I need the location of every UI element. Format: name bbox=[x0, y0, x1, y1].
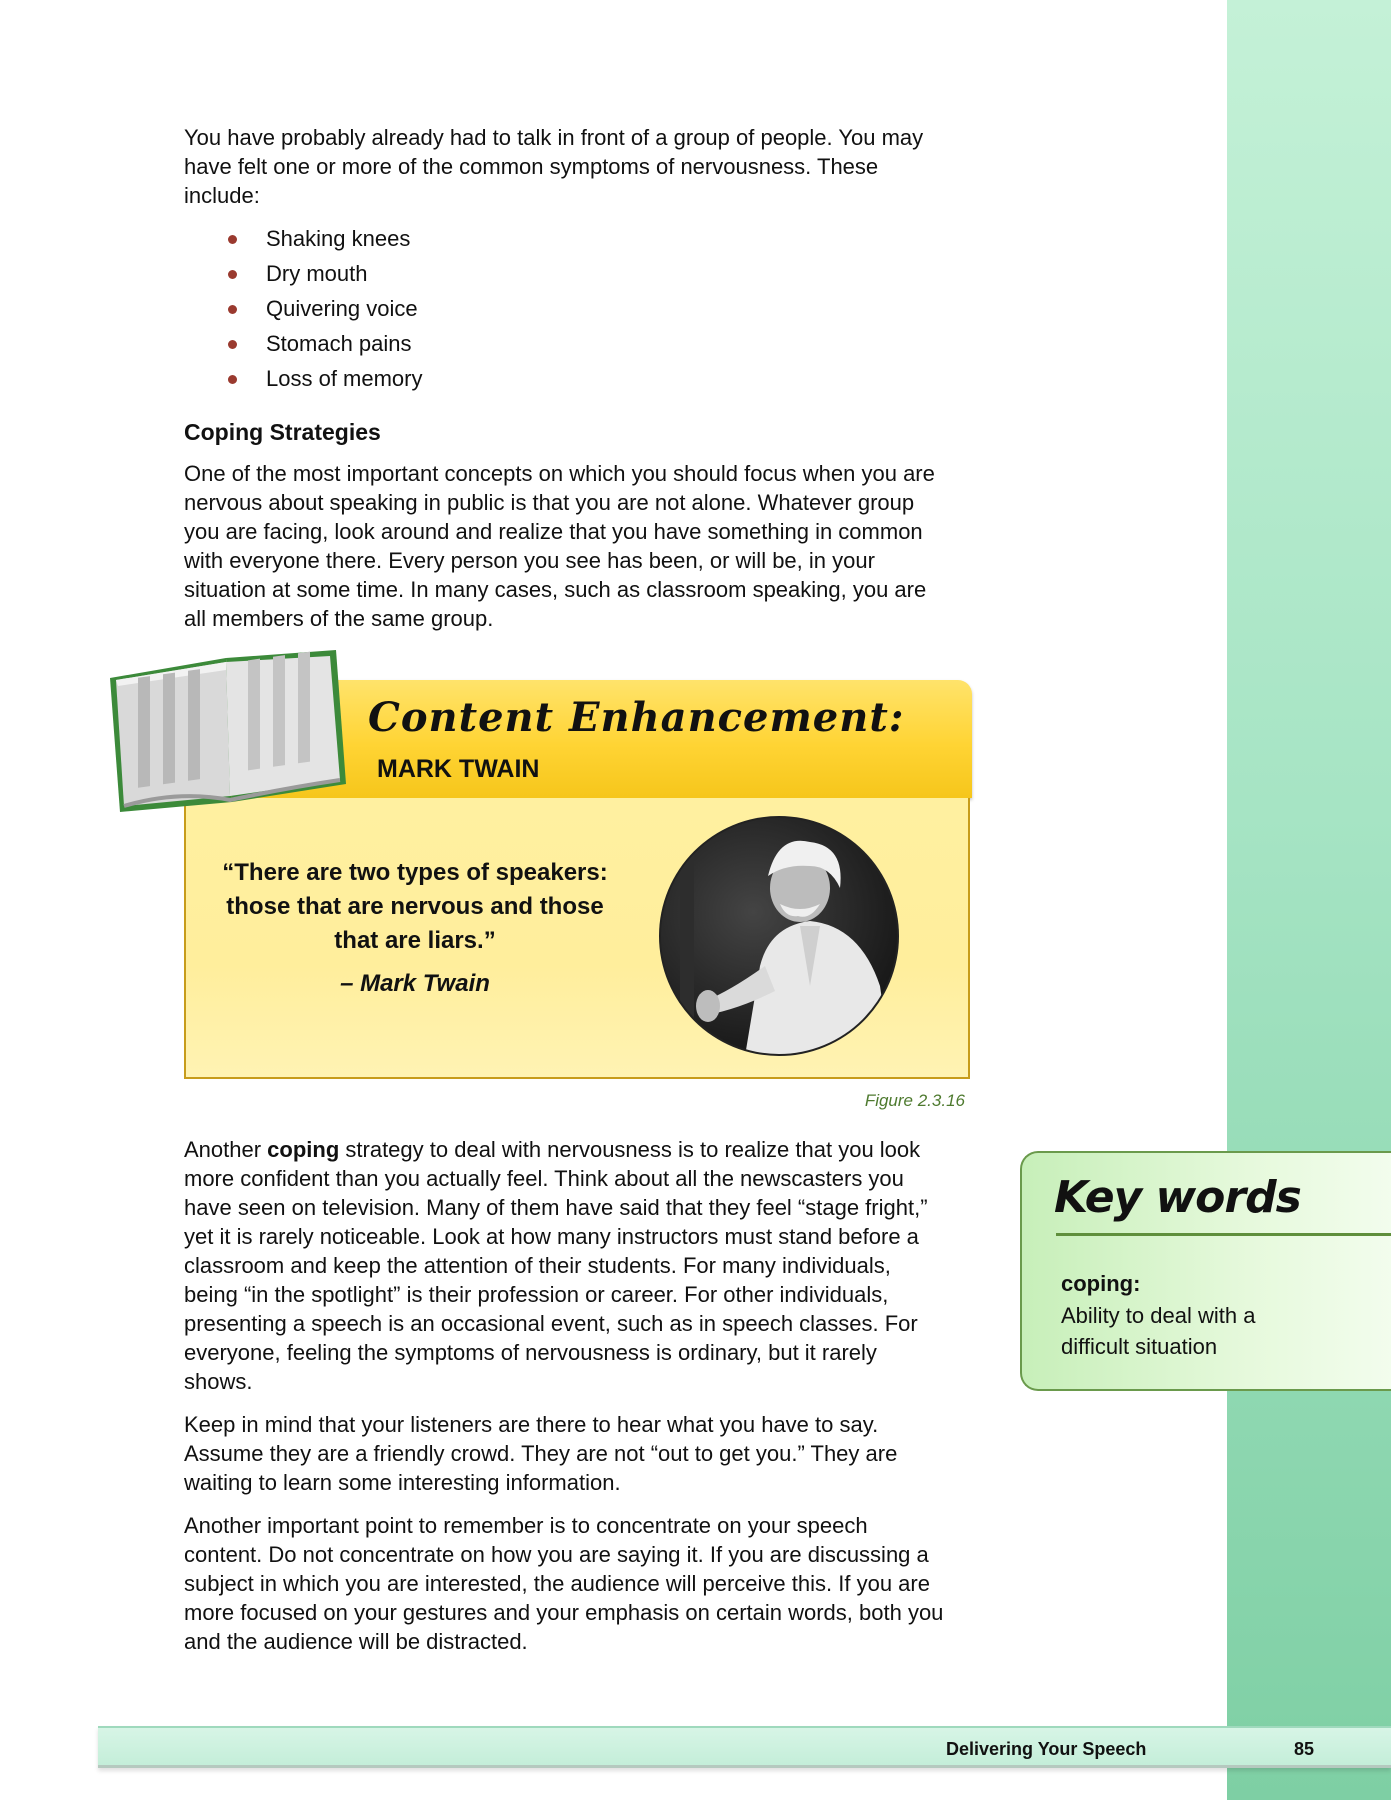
list-item bbox=[224, 329, 423, 364]
content-enhancement-title: Content Enhancement: bbox=[368, 694, 905, 741]
footer-chapter-title: Delivering Your Speech bbox=[946, 1739, 1147, 1759]
key-words-divider bbox=[1056, 1233, 1391, 1236]
list-item bbox=[224, 259, 423, 294]
keyword-coping: coping bbox=[267, 1137, 340, 1162]
content-enhancement-subtitle: MARK TWAIN bbox=[377, 755, 540, 783]
listeners-paragraph: Keep in mind that your listeners are there to hear what you have to say. Assume they are a friendly crowd. They are not “out to get you.” They are waiting to learn some interesting information. bbox=[184, 1412, 898, 1495]
bullet-icon bbox=[228, 270, 237, 279]
open-book-icon bbox=[108, 650, 354, 812]
figure-caption: Figure 2.3.16 bbox=[864, 1091, 965, 1110]
bullet-icon bbox=[228, 305, 237, 314]
symptom-list bbox=[224, 224, 423, 399]
bullet-icon bbox=[228, 375, 237, 384]
list-item bbox=[224, 364, 423, 399]
list-item bbox=[224, 294, 423, 329]
another-coping-paragraph: Another coping strategy to deal with nervousness is to realize that you look more confident than you actually feel. Think about all the newscasters you have seen on television. Many of them have said that they feel “stage fright,” yet it is rarely noticeable. Look at how many instructors must stand before a classroom and keep the attention of their students. For many individuals, being “in the spotlight” is their profession or career. For other individuals, presenting a speech is an occasional event, such as in speech classes. For everyone, feeling the symptoms of nervousness is ordinary, but it rarely shows. bbox=[184, 1137, 928, 1394]
list-item bbox=[224, 224, 423, 259]
quote-text: “There are two types of speakers: those that are nervous and those that are liars.” bbox=[222, 859, 608, 954]
key-words-title: Key words bbox=[1054, 1172, 1301, 1223]
key-word-definition: Ability to deal with a difficult situation bbox=[1061, 1303, 1256, 1359]
list-item-text: Quivering voice bbox=[266, 296, 418, 321]
list-item-text: Stomach pains bbox=[266, 331, 412, 356]
intro-paragraph: You have probably already had to talk in front of a group of people. You may have felt one or more of the common symptoms of nervousness. These include: bbox=[184, 125, 924, 208]
content-paragraph: Another important point to remember is to concentrate on your speech content. Do not concentrate on how you are saying it. If you are discussing a subject in which you are interested, the audience will perceive this. If you are more focused on your gestures and your emphasis on certain words, both you and the audience will be distracted. bbox=[184, 1513, 944, 1654]
bullet-icon bbox=[228, 340, 237, 349]
mark-twain-portrait bbox=[650, 816, 908, 1056]
key-word-term: coping: bbox=[1061, 1271, 1141, 1296]
bullet-icon bbox=[228, 235, 237, 244]
list-item-text: Dry mouth bbox=[266, 261, 368, 286]
coping-paragraph: One of the most important concepts on which you should focus when you are nervous about speaking in public is that you are not alone. Whatever group you are facing, look around and realize that you have something in common with everyone there. Every person you see has been, or will be, in your situation at some time. In many cases, such as classroom speaking, you are all members of the same group. bbox=[184, 461, 935, 631]
footer-bar bbox=[98, 1726, 1391, 1768]
quote-author: – Mark Twain bbox=[340, 970, 490, 997]
list-item-text: Loss of memory bbox=[266, 366, 423, 391]
section-heading: Coping Strategies bbox=[184, 419, 381, 445]
list-item-text: Shaking knees bbox=[266, 226, 411, 251]
side-color-strip bbox=[1227, 0, 1391, 1800]
page-number: 85 bbox=[1294, 1739, 1315, 1759]
